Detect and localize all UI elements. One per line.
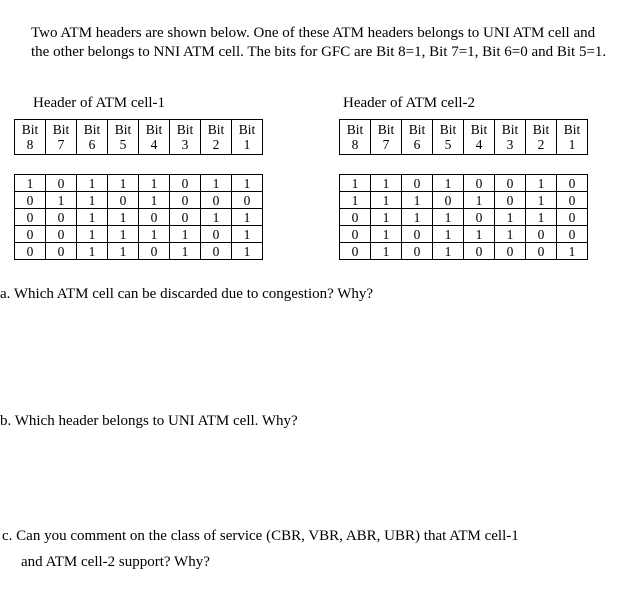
bit-word: Bit bbox=[207, 122, 225, 137]
bit-word: Bit bbox=[346, 122, 364, 137]
bit-header-cell bbox=[77, 120, 108, 155]
bit-value-cell: 1 bbox=[371, 243, 402, 260]
bit-value-cell: 0 bbox=[201, 243, 232, 260]
bit-number: 4 bbox=[475, 137, 483, 152]
question-a: a. Which ATM cell can be discarded due to congestion? Why? bbox=[0, 286, 374, 302]
cell2-caption: Header of ATM cell-2 bbox=[343, 95, 476, 111]
bit-value-cell: 1 bbox=[433, 243, 464, 260]
bit-word: Bit bbox=[52, 122, 70, 137]
bit-value-cell: 1 bbox=[402, 192, 433, 209]
cell1-bit-header-row bbox=[15, 120, 263, 155]
bit-value-cell: 0 bbox=[495, 175, 526, 192]
bit-value-cell: 1 bbox=[526, 175, 557, 192]
bit-value-cell: 0 bbox=[15, 209, 46, 226]
bit-value-cell: 0 bbox=[46, 226, 77, 243]
bit-value-cell: 0 bbox=[15, 192, 46, 209]
bit-header-cell bbox=[232, 120, 263, 155]
bit-word: Bit bbox=[377, 122, 395, 137]
bit-value-cell: 1 bbox=[526, 192, 557, 209]
bit-word: Bit bbox=[532, 122, 550, 137]
bit-header-cell bbox=[433, 120, 464, 155]
question-c-line1: c. Can you comment on the class of service (CBR, VBR, ABR, UBR) that ATM cell-1 bbox=[2, 528, 519, 544]
bit-number: 1 bbox=[243, 137, 251, 152]
bit-value-cell: 0 bbox=[557, 175, 588, 192]
bit-number: 1 bbox=[568, 137, 576, 152]
bit-value-cell: 1 bbox=[495, 226, 526, 243]
bit-value-cell: 0 bbox=[526, 243, 557, 260]
bit-word: Bit bbox=[408, 122, 426, 137]
bit-value-cell: 0 bbox=[15, 226, 46, 243]
bit-value-cell: 1 bbox=[170, 243, 201, 260]
bit-value-cell: 1 bbox=[108, 226, 139, 243]
bit-header-cell bbox=[15, 120, 46, 155]
cell1-header-values-table bbox=[14, 174, 263, 260]
bit-value-cell: 0 bbox=[46, 175, 77, 192]
bit-value-cell: 1 bbox=[371, 209, 402, 226]
bit-value-cell: 0 bbox=[495, 192, 526, 209]
bit-word: Bit bbox=[83, 122, 101, 137]
bit-word: Bit bbox=[145, 122, 163, 137]
bit-number: 2 bbox=[212, 137, 220, 152]
bit-value-cell: 1 bbox=[108, 175, 139, 192]
bit-value-cell: 1 bbox=[201, 175, 232, 192]
bit-value-cell: 1 bbox=[46, 192, 77, 209]
bit-number: 6 bbox=[413, 137, 421, 152]
bit-value-cell: 1 bbox=[371, 226, 402, 243]
bit-word: Bit bbox=[470, 122, 488, 137]
header-octet-row bbox=[340, 209, 588, 226]
bit-number: 7 bbox=[57, 137, 65, 152]
bit-header-cell bbox=[402, 120, 433, 155]
bit-number: 3 bbox=[506, 137, 514, 152]
bit-value-cell: 0 bbox=[340, 226, 371, 243]
bit-value-cell: 0 bbox=[170, 175, 201, 192]
bit-value-cell: 0 bbox=[464, 175, 495, 192]
bit-value-cell: 1 bbox=[77, 192, 108, 209]
bit-value-cell: 0 bbox=[139, 209, 170, 226]
bit-value-cell: 0 bbox=[46, 209, 77, 226]
bit-value-cell: 0 bbox=[402, 226, 433, 243]
bit-value-cell: 0 bbox=[557, 226, 588, 243]
bit-value-cell: 1 bbox=[433, 226, 464, 243]
bit-value-cell: 0 bbox=[201, 226, 232, 243]
bit-value-cell: 1 bbox=[201, 209, 232, 226]
bit-value-cell: 1 bbox=[232, 226, 263, 243]
bit-number: 4 bbox=[150, 137, 158, 152]
bit-value-cell: 1 bbox=[77, 209, 108, 226]
bit-word: Bit bbox=[176, 122, 194, 137]
bit-value-cell: 1 bbox=[139, 226, 170, 243]
bit-value-cell: 1 bbox=[232, 209, 263, 226]
bit-value-cell: 1 bbox=[108, 209, 139, 226]
bit-word: Bit bbox=[563, 122, 581, 137]
bit-header-cell bbox=[170, 120, 201, 155]
cell1-caption: Header of ATM cell-1 bbox=[33, 95, 166, 111]
bit-value-cell: 0 bbox=[402, 175, 433, 192]
bit-value-cell: 0 bbox=[464, 209, 495, 226]
bit-word: Bit bbox=[439, 122, 457, 137]
bit-value-cell: 1 bbox=[433, 209, 464, 226]
bit-value-cell: 1 bbox=[15, 175, 46, 192]
bit-value-cell: 1 bbox=[371, 192, 402, 209]
bit-value-cell: 1 bbox=[232, 175, 263, 192]
header-octet-row bbox=[15, 226, 263, 243]
bit-value-cell: 1 bbox=[340, 175, 371, 192]
bit-value-cell: 1 bbox=[557, 243, 588, 260]
bit-value-cell: 0 bbox=[526, 226, 557, 243]
cell1-bit-header-table bbox=[14, 119, 263, 155]
bit-value-cell: 1 bbox=[526, 209, 557, 226]
bit-value-cell: 1 bbox=[77, 175, 108, 192]
bit-value-cell: 0 bbox=[170, 192, 201, 209]
header-octet-row bbox=[15, 175, 263, 192]
bit-value-cell: 1 bbox=[464, 192, 495, 209]
bit-value-cell: 1 bbox=[139, 175, 170, 192]
bit-value-cell: 1 bbox=[139, 192, 170, 209]
bit-header-cell bbox=[139, 120, 170, 155]
bit-header-cell bbox=[340, 120, 371, 155]
bit-value-cell: 0 bbox=[340, 243, 371, 260]
bit-number: 7 bbox=[382, 137, 390, 152]
question-c-line2: and ATM cell-2 support? Why? bbox=[21, 554, 210, 570]
bit-value-cell: 0 bbox=[139, 243, 170, 260]
bit-number: 8 bbox=[351, 137, 359, 152]
bit-value-cell: 0 bbox=[433, 192, 464, 209]
bit-value-cell: 1 bbox=[77, 243, 108, 260]
cell2-header-values-table bbox=[339, 174, 588, 260]
bit-header-cell bbox=[108, 120, 139, 155]
bit-value-cell: 1 bbox=[433, 175, 464, 192]
bit-value-cell: 1 bbox=[495, 209, 526, 226]
bit-word: Bit bbox=[21, 122, 39, 137]
bit-header-cell bbox=[495, 120, 526, 155]
bit-number: 3 bbox=[181, 137, 189, 152]
bit-word: Bit bbox=[238, 122, 256, 137]
bit-number: 6 bbox=[88, 137, 96, 152]
problem-intro: Two ATM headers are shown below. One of these ATM headers belongs to UNI ATM cell and the other belongs to NNI ATM cell. The bits for GFC are Bit 8=1, Bit 7=1, Bit 6=0 and Bit 5=1. bbox=[31, 25, 607, 60]
bit-number: 5 bbox=[444, 137, 452, 152]
bit-value-cell: 1 bbox=[77, 226, 108, 243]
bit-header-cell bbox=[201, 120, 232, 155]
header-octet-row bbox=[15, 209, 263, 226]
bit-header-cell bbox=[371, 120, 402, 155]
question-b: b. Which header belongs to UNI ATM cell. Why? bbox=[0, 413, 298, 429]
bit-value-cell: 1 bbox=[402, 209, 433, 226]
bit-value-cell: 0 bbox=[232, 192, 263, 209]
cell2-bit-header-table bbox=[339, 119, 588, 155]
bit-value-cell: 1 bbox=[170, 226, 201, 243]
bit-header-cell bbox=[464, 120, 495, 155]
bit-word: Bit bbox=[114, 122, 132, 137]
bit-number: 5 bbox=[119, 137, 127, 152]
bit-value-cell: 1 bbox=[232, 243, 263, 260]
bit-value-cell: 0 bbox=[201, 192, 232, 209]
header-octet-row bbox=[340, 175, 588, 192]
bit-word: Bit bbox=[501, 122, 519, 137]
bit-header-cell bbox=[46, 120, 77, 155]
bit-value-cell: 1 bbox=[464, 226, 495, 243]
bit-value-cell: 1 bbox=[371, 175, 402, 192]
header-octet-row bbox=[15, 243, 263, 260]
bit-value-cell: 0 bbox=[170, 209, 201, 226]
header-octet-row bbox=[340, 243, 588, 260]
header-octet-row bbox=[15, 192, 263, 209]
bit-value-cell: 0 bbox=[495, 243, 526, 260]
bit-value-cell: 0 bbox=[557, 192, 588, 209]
bit-number: 2 bbox=[537, 137, 545, 152]
cell2-bit-header-row bbox=[340, 120, 588, 155]
bit-number: 8 bbox=[26, 137, 34, 152]
bit-value-cell: 0 bbox=[464, 243, 495, 260]
bit-header-cell bbox=[557, 120, 588, 155]
bit-value-cell: 0 bbox=[15, 243, 46, 260]
bit-value-cell: 0 bbox=[340, 209, 371, 226]
bit-value-cell: 1 bbox=[340, 192, 371, 209]
bit-value-cell: 0 bbox=[557, 209, 588, 226]
bit-value-cell: 1 bbox=[108, 243, 139, 260]
header-octet-row bbox=[340, 192, 588, 209]
bit-header-cell bbox=[526, 120, 557, 155]
bit-value-cell: 0 bbox=[402, 243, 433, 260]
bit-value-cell: 0 bbox=[108, 192, 139, 209]
header-octet-row bbox=[340, 226, 588, 243]
bit-value-cell: 0 bbox=[46, 243, 77, 260]
